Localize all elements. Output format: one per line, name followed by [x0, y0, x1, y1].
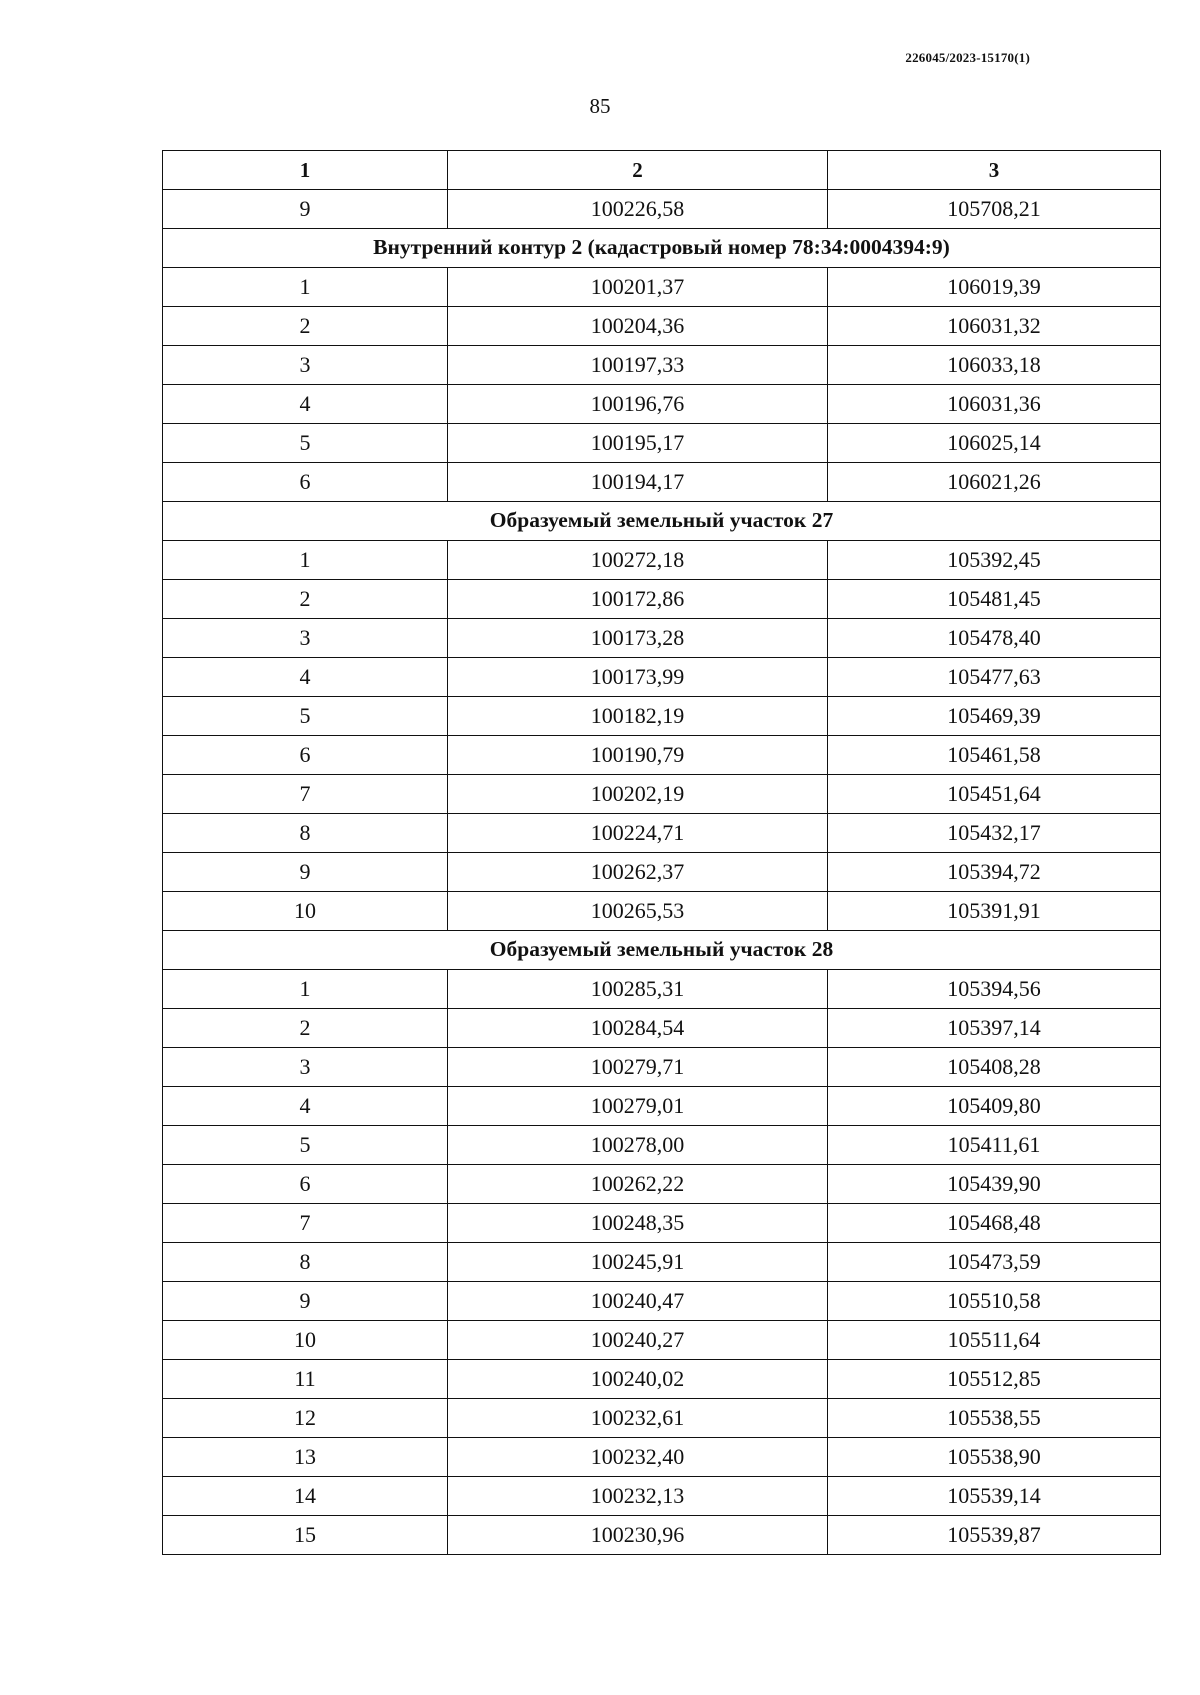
point-number-cell: 6 — [163, 1165, 448, 1204]
point-number-cell: 4 — [163, 385, 448, 424]
column-header: 1 — [163, 151, 448, 190]
y-coordinate-cell: 105394,72 — [828, 853, 1161, 892]
point-number-cell: 6 — [163, 463, 448, 502]
x-coordinate-cell: 100279,71 — [448, 1048, 828, 1087]
y-coordinate-cell: 105539,14 — [828, 1477, 1161, 1516]
x-coordinate-cell: 100195,17 — [448, 424, 828, 463]
point-number-cell: 2 — [163, 307, 448, 346]
point-number-cell: 7 — [163, 775, 448, 814]
y-coordinate-cell: 105451,64 — [828, 775, 1161, 814]
point-number-cell: 5 — [163, 1126, 448, 1165]
x-coordinate-cell: 100248,35 — [448, 1204, 828, 1243]
section-title-row — [163, 502, 1161, 541]
table-row — [163, 1321, 1161, 1360]
x-coordinate-cell: 100240,47 — [448, 1282, 828, 1321]
table-row — [163, 541, 1161, 580]
y-coordinate-cell: 105439,90 — [828, 1165, 1161, 1204]
x-coordinate-cell: 100202,19 — [448, 775, 828, 814]
point-number-cell: 15 — [163, 1516, 448, 1555]
y-coordinate-cell: 106021,26 — [828, 463, 1161, 502]
table-row — [163, 736, 1161, 775]
table-header-row — [163, 151, 1161, 190]
x-coordinate-cell: 100173,28 — [448, 619, 828, 658]
table-row — [163, 1165, 1161, 1204]
table-row — [163, 463, 1161, 502]
y-coordinate-cell: 105391,91 — [828, 892, 1161, 931]
table-row — [163, 1438, 1161, 1477]
point-number-cell: 4 — [163, 1087, 448, 1126]
point-number-cell: 7 — [163, 1204, 448, 1243]
point-number-cell: 3 — [163, 1048, 448, 1087]
x-coordinate-cell: 100224,71 — [448, 814, 828, 853]
x-coordinate-cell: 100265,53 — [448, 892, 828, 931]
x-coordinate-cell: 100232,61 — [448, 1399, 828, 1438]
x-coordinate-cell: 100196,76 — [448, 385, 828, 424]
table-row — [163, 970, 1161, 1009]
table-row — [163, 1243, 1161, 1282]
section-title: Образуемый земельный участок 28 — [163, 931, 1161, 970]
x-coordinate-cell: 100204,36 — [448, 307, 828, 346]
table-row — [163, 424, 1161, 463]
point-number-cell: 11 — [163, 1360, 448, 1399]
table-row — [163, 658, 1161, 697]
document-id: 226045/2023-15170(1) — [905, 50, 1030, 65]
x-coordinate-cell: 100226,58 — [448, 190, 828, 229]
point-number-cell: 2 — [163, 580, 448, 619]
table-row — [163, 1399, 1161, 1438]
y-coordinate-cell: 105411,61 — [828, 1126, 1161, 1165]
point-number-cell: 2 — [163, 1009, 448, 1048]
point-number-cell: 9 — [163, 853, 448, 892]
x-coordinate-cell: 100245,91 — [448, 1243, 828, 1282]
x-coordinate-cell: 100279,01 — [448, 1087, 828, 1126]
table-row — [163, 853, 1161, 892]
table-row — [163, 892, 1161, 931]
point-number-cell: 6 — [163, 736, 448, 775]
section-title-row — [163, 931, 1161, 970]
page-number: 85 — [589, 94, 611, 118]
table-row — [163, 619, 1161, 658]
coordinates-table-body — [163, 151, 1161, 1555]
y-coordinate-cell: 105538,90 — [828, 1438, 1161, 1477]
y-coordinate-cell: 105539,87 — [828, 1516, 1161, 1555]
table-row — [163, 775, 1161, 814]
table-row — [163, 1009, 1161, 1048]
y-coordinate-cell: 105708,21 — [828, 190, 1161, 229]
x-coordinate-cell: 100194,17 — [448, 463, 828, 502]
table-row — [163, 385, 1161, 424]
point-number-cell: 5 — [163, 424, 448, 463]
y-coordinate-cell: 105511,64 — [828, 1321, 1161, 1360]
table-row — [163, 346, 1161, 385]
coordinates-table — [162, 150, 1161, 1555]
point-number-cell: 13 — [163, 1438, 448, 1477]
y-coordinate-cell: 106025,14 — [828, 424, 1161, 463]
x-coordinate-cell: 100240,27 — [448, 1321, 828, 1360]
x-coordinate-cell: 100262,37 — [448, 853, 828, 892]
x-coordinate-cell: 100172,86 — [448, 580, 828, 619]
x-coordinate-cell: 100197,33 — [448, 346, 828, 385]
x-coordinate-cell: 100272,18 — [448, 541, 828, 580]
point-number-cell: 8 — [163, 814, 448, 853]
y-coordinate-cell: 105468,48 — [828, 1204, 1161, 1243]
y-coordinate-cell: 105473,59 — [828, 1243, 1161, 1282]
x-coordinate-cell: 100262,22 — [448, 1165, 828, 1204]
x-coordinate-cell: 100285,31 — [448, 970, 828, 1009]
y-coordinate-cell: 105481,45 — [828, 580, 1161, 619]
table-row — [163, 1204, 1161, 1243]
table-row — [163, 1477, 1161, 1516]
y-coordinate-cell: 105461,58 — [828, 736, 1161, 775]
x-coordinate-cell: 100182,19 — [448, 697, 828, 736]
table-row — [163, 1360, 1161, 1399]
y-coordinate-cell: 106031,32 — [828, 307, 1161, 346]
y-coordinate-cell: 105397,14 — [828, 1009, 1161, 1048]
table-row — [163, 268, 1161, 307]
y-coordinate-cell: 106033,18 — [828, 346, 1161, 385]
y-coordinate-cell: 105408,28 — [828, 1048, 1161, 1087]
section-title-row — [163, 229, 1161, 268]
point-number-cell: 1 — [163, 970, 448, 1009]
table-row — [163, 1087, 1161, 1126]
y-coordinate-cell: 105432,17 — [828, 814, 1161, 853]
table-row — [163, 697, 1161, 736]
y-coordinate-cell: 105510,58 — [828, 1282, 1161, 1321]
x-coordinate-cell: 100201,37 — [448, 268, 828, 307]
table-row — [163, 1282, 1161, 1321]
section-title: Образуемый земельный участок 27 — [163, 502, 1161, 541]
point-number-cell: 8 — [163, 1243, 448, 1282]
y-coordinate-cell: 105477,63 — [828, 658, 1161, 697]
table-row — [163, 1516, 1161, 1555]
y-coordinate-cell: 105469,39 — [828, 697, 1161, 736]
column-header: 2 — [448, 151, 828, 190]
point-number-cell: 5 — [163, 697, 448, 736]
point-number-cell: 1 — [163, 268, 448, 307]
x-coordinate-cell: 100278,00 — [448, 1126, 828, 1165]
point-number-cell: 9 — [163, 1282, 448, 1321]
x-coordinate-cell: 100232,13 — [448, 1477, 828, 1516]
point-number-cell: 4 — [163, 658, 448, 697]
point-number-cell: 14 — [163, 1477, 448, 1516]
point-number-cell: 3 — [163, 619, 448, 658]
table-row — [163, 580, 1161, 619]
x-coordinate-cell: 100230,96 — [448, 1516, 828, 1555]
y-coordinate-cell: 105392,45 — [828, 541, 1161, 580]
x-coordinate-cell: 100190,79 — [448, 736, 828, 775]
x-coordinate-cell: 100232,40 — [448, 1438, 828, 1477]
y-coordinate-cell: 105409,80 — [828, 1087, 1161, 1126]
x-coordinate-cell: 100240,02 — [448, 1360, 828, 1399]
point-number-cell: 10 — [163, 1321, 448, 1360]
point-number-cell: 1 — [163, 541, 448, 580]
y-coordinate-cell: 106031,36 — [828, 385, 1161, 424]
point-number-cell: 3 — [163, 346, 448, 385]
y-coordinate-cell: 105512,85 — [828, 1360, 1161, 1399]
column-header: 3 — [828, 151, 1161, 190]
y-coordinate-cell: 105538,55 — [828, 1399, 1161, 1438]
table-row — [163, 1126, 1161, 1165]
y-coordinate-cell: 106019,39 — [828, 268, 1161, 307]
table-row — [163, 814, 1161, 853]
table-row — [163, 1048, 1161, 1087]
y-coordinate-cell: 105394,56 — [828, 970, 1161, 1009]
x-coordinate-cell: 100173,99 — [448, 658, 828, 697]
table-row — [163, 190, 1161, 229]
section-title: Внутренний контур 2 (кадастровый номер 78:34:0004394:9) — [163, 229, 1161, 268]
table-row — [163, 307, 1161, 346]
point-number-cell: 12 — [163, 1399, 448, 1438]
y-coordinate-cell: 105478,40 — [828, 619, 1161, 658]
point-number-cell: 9 — [163, 190, 448, 229]
x-coordinate-cell: 100284,54 — [448, 1009, 828, 1048]
point-number-cell: 10 — [163, 892, 448, 931]
